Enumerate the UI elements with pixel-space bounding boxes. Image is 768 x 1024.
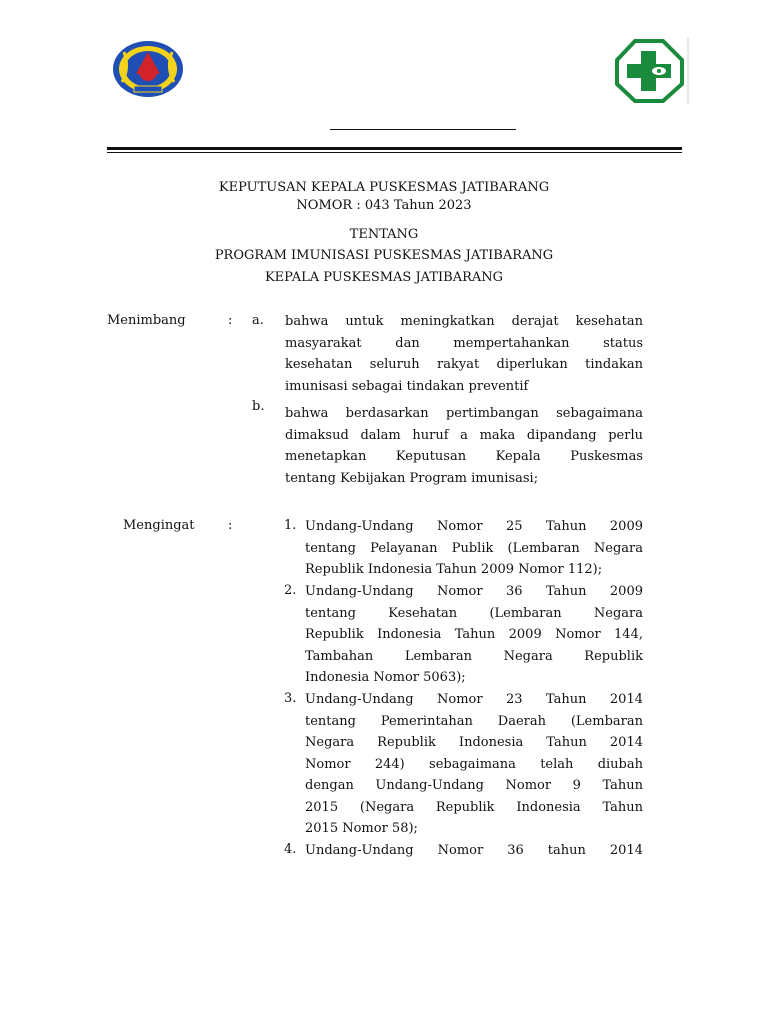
menimbang-item-b (285, 403, 643, 489)
menimbang-item-a (285, 311, 643, 397)
mengingat-3-line: dengan Undang-Undang Nomor 9 Tahun (305, 778, 643, 793)
header-rule-thin (107, 152, 682, 153)
menimbang-colon: : (228, 313, 233, 328)
mengingat-item-4 (305, 840, 643, 862)
menimbang-marker-a: a. (252, 313, 264, 328)
mengingat-marker-2: 2. (284, 583, 297, 598)
mengingat-3-line: Undang-Undang Nomor 23 Tahun 2014 (305, 692, 643, 707)
mengingat-2-line: tentang Kesehatan (Lembaran Negara (305, 605, 643, 621)
decree-subject: PROGRAM IMUNISASI PUSKESMAS JATIBARANG (214, 248, 554, 263)
mengingat-item-1 (305, 516, 643, 581)
header-rule-thick (107, 147, 682, 150)
mengingat-2-line: Tambahan Lembaran Negara Republik (305, 648, 643, 664)
mengingat-3-line: Nomor 244) sebagaimana telah diubah (305, 756, 643, 772)
menimbang-a-line: bahwa untuk meningkatkan derajat kesehatan (285, 314, 643, 329)
mengingat-1-line: tentang Pelayanan Publik (Lembaran Negara (305, 540, 643, 556)
mengingat-3-line: 2015 (Negara Republik Indonesia Tahun (305, 799, 643, 815)
mengingat-3-line: tentang Pemerintahan Daerah (Lembaran (305, 713, 643, 729)
decree-number: NOMOR : 043 Tahun 2023 (296, 198, 472, 213)
signature-line (330, 129, 516, 130)
menimbang-b-line: dimaksud dalam huruf a maka dipandang perlu (285, 427, 643, 443)
mengingat-label: Mengingat (123, 518, 195, 533)
mengingat-marker-4: 4. (284, 842, 297, 857)
menimbang-a-line: kesehatan seluruh rakyat diperlukan tindakan (285, 357, 643, 372)
menimbang-label: Menimbang (107, 313, 186, 328)
mengingat-marker-3: 3. (284, 691, 297, 706)
mengingat-2-line: Undang-Undang Nomor 36 Tahun 2009 (305, 584, 643, 599)
mengingat-4-line: Undang-Undang Nomor 36 tahun 2014 (305, 843, 643, 858)
decree-title: KEPUTUSAN KEPALA PUSKESMAS JATIBARANG (218, 180, 550, 195)
menimbang-marker-b: b. (252, 399, 265, 414)
mengingat-marker-1: 1. (284, 518, 297, 533)
mengingat-item-2 (305, 581, 643, 689)
menimbang-a-line: imunisasi sebagai tindakan preventif (285, 378, 529, 394)
mengingat-colon: : (228, 518, 233, 533)
mengingat-3-line: 2015 Nomor 58); (305, 821, 418, 836)
regional-emblem-icon (110, 38, 186, 100)
menimbang-b-line: tentang Kebijakan Program imunisasi; (285, 470, 539, 486)
mengingat-item-3 (305, 689, 643, 840)
tentang-heading: TENTANG (349, 227, 419, 242)
menimbang-a-line: masyarakat dan mempertahankan status (285, 335, 643, 351)
mengingat-1-line: Republik Indonesia Tahun 2009 Nomor 112); (305, 562, 603, 577)
decree-issuer: KEPALA PUSKESMAS JATIBARANG (264, 270, 504, 285)
menimbang-b-line: menetapkan Keputusan Kepala Puskesmas (285, 449, 643, 464)
mengingat-3-line: Negara Republik Indonesia Tahun 2014 (305, 735, 643, 750)
mengingat-2-line: Republik Indonesia Tahun 2009 Nomor 144, (305, 627, 643, 642)
puskesmas-logo-icon (613, 38, 689, 104)
mengingat-1-line: Undang-Undang Nomor 25 Tahun 2009 (305, 519, 643, 534)
menimbang-b-line: bahwa berdasarkan pertimbangan sebagaimana (285, 406, 643, 421)
mengingat-2-line: Indonesia Nomor 5063); (305, 670, 466, 685)
